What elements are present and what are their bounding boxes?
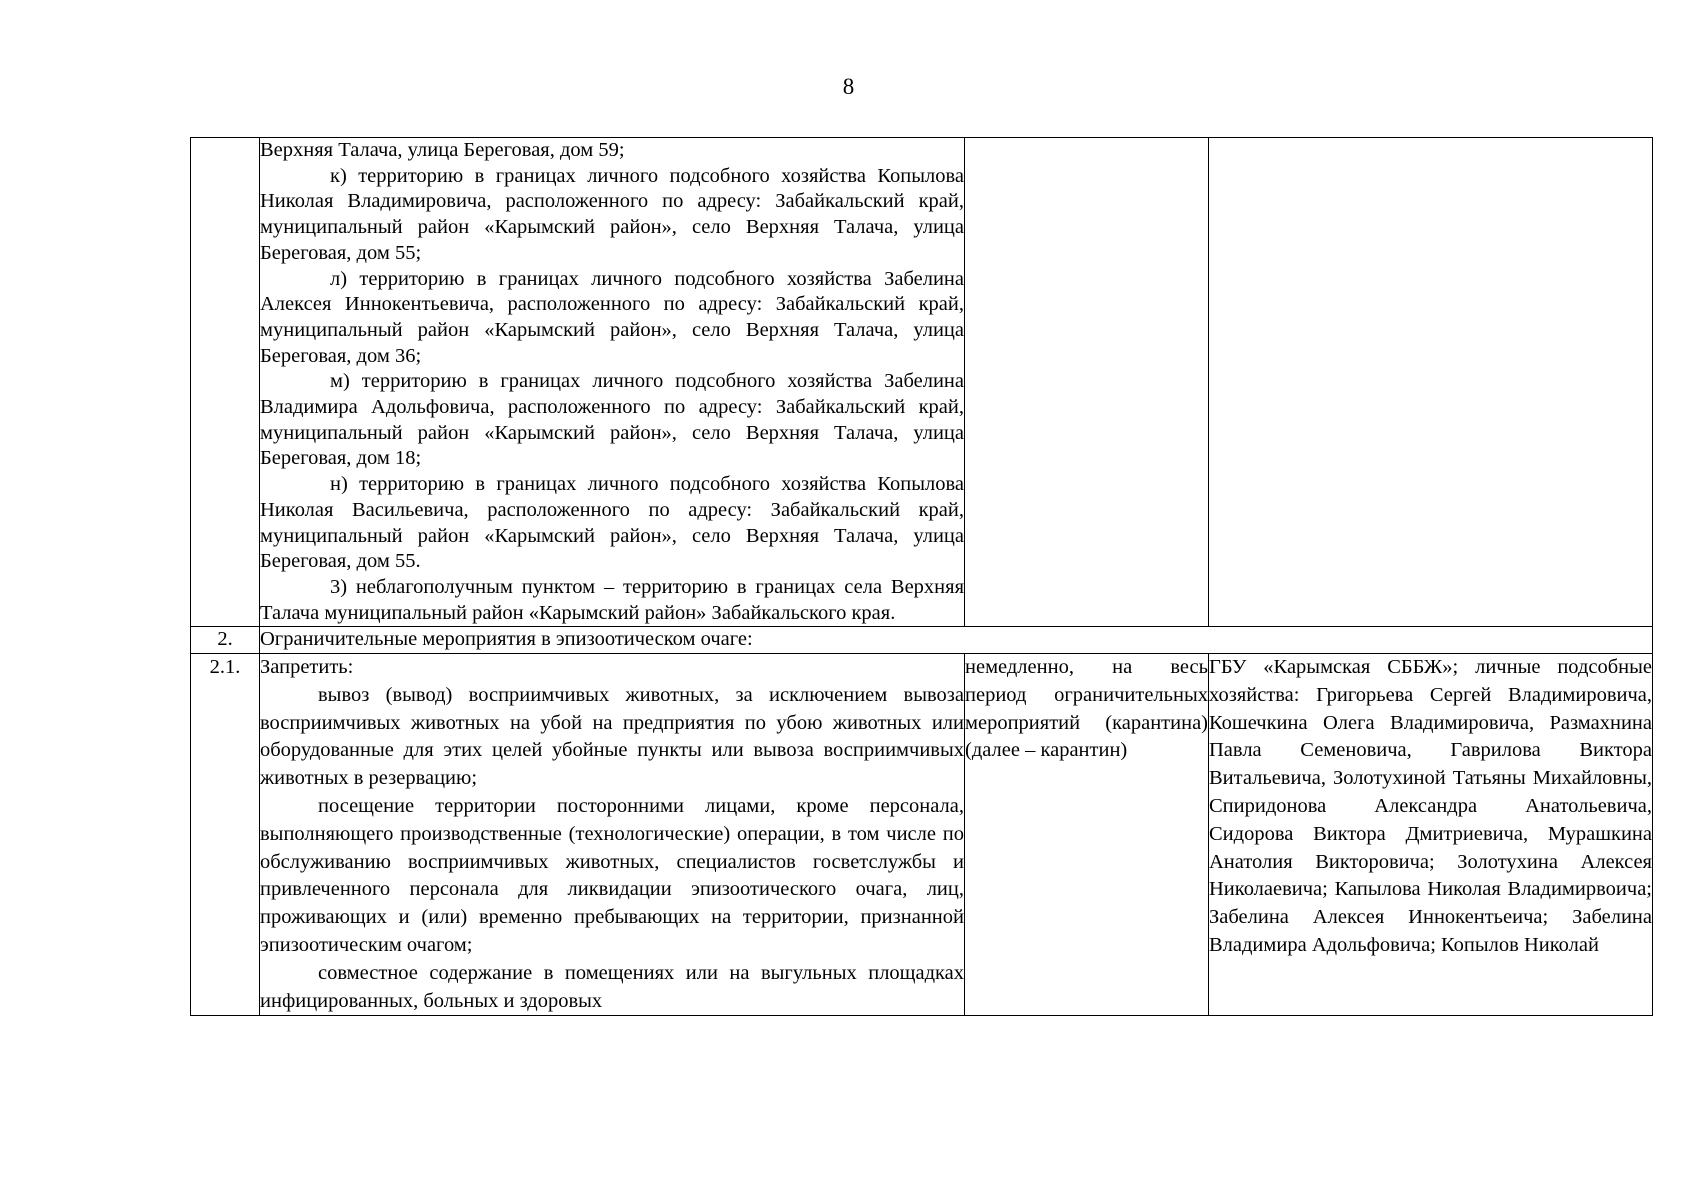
table-row — [191, 654, 1653, 1016]
paragraph: м) территорию в границах личного подсобного хозяйства Забелина Владимира Адольфовича, расположенного по адресу: Забайкальский край, муниципальный район «Карымский район», село Верхняя Талача, улица Береговая, дом 18; — [260, 370, 964, 470]
row-number-cell: 2. — [191, 627, 260, 654]
paragraph: Запретить: — [260, 656, 354, 679]
table-row — [191, 138, 1653, 627]
paragraph: Верхняя Талача, улица Береговая, дом 59; — [260, 139, 625, 161]
table-row — [191, 627, 1653, 654]
row-number-cell — [191, 138, 260, 627]
paragraph: 3) неблагополучным пунктом – территорию в границах села Верхняя Талача муниципальный район «Карымский район» Забайкальского края. — [260, 575, 964, 624]
paragraph: н) территорию в границах личного подсобного хозяйства Копылова Николая Васильевича, расположенного по адресу: Забайкальский край, муниципальный район «Карымский район», село Верхняя Талача, улица Береговая, дом 55. — [260, 473, 964, 573]
paragraph: л) территорию в границах личного подсобного хозяйства Забелина Алексея Иннокентьевича, расположенного по адресу: Забайкальский край, муниципальный район «Карымский район», село Верхняя Талача, улица Береговая, дом 36; — [260, 267, 964, 367]
responsible-cell: ГБУ «Карымская СББЖ»; личные подсобные хозяйства: Григорьева Сергей Владимировича, Кошечкина Олега Владимировича, Размахнина Павла Семеновича, Гаврилова Виктора Витальевича, Золотухиной Татьяны Михайловны, Спиридонова Александра Анатольевича, Сидорова Виктора Дмитриевича, Мурашкина Анатолия Викторовича; Золотухина Алексея Николаевича; Капылова Николая Владимирвоича; Забелина Алексея Иннокентьеича; Забелина Владимира Адольфовича; Копылов Николай — [1209, 654, 1653, 1016]
period-cell — [965, 138, 1209, 627]
measure-text-cell — [260, 654, 965, 1016]
period-cell: немедленно, на весь период ограничительных мероприятий (карантина) (далее – карантин) — [965, 654, 1209, 1016]
paragraph: совместное содержание в помещениях или на выгульных площадках инфицированных, больных и здоровых — [260, 961, 964, 1012]
measures-table — [190, 137, 1653, 1016]
responsible-cell — [1209, 138, 1653, 627]
measure-text-cell — [260, 138, 965, 627]
page-number: 8 — [842, 74, 855, 99]
row-number-cell: 2.1. — [191, 654, 260, 1016]
paragraph: к) территорию в границах личного подсобного хозяйства Копылова Николая Владимировича, расположенного по адресу: Забайкальский край, муниципальный район «Карымский район», село Верхняя Талача, улица Береговая, дом 55; — [260, 164, 964, 264]
section-heading-cell: Ограничительные мероприятия в эпизоотическом очаге: — [260, 627, 1653, 654]
paragraph: посещение территории посторонними лицами, кроме персонала, выполняющего производственные (технологические) операции, в том числе по обслуживанию восприимчивых животных, специалистов госветслужбы и привлеченного персонала для ликвидации эпизоотического очага, лиц, проживающих и (или) временно пребывающих на территории, признанной эпизоотическим очагом; — [260, 795, 964, 957]
paragraph: вывоз (вывод) восприимчивых животных, за исключением вывоза восприимчивых животных на убой на предприятия по убою животных или оборудованные для этих целей убойные пункты или вывоза восприимчивых животных в резервацию; — [260, 683, 964, 790]
